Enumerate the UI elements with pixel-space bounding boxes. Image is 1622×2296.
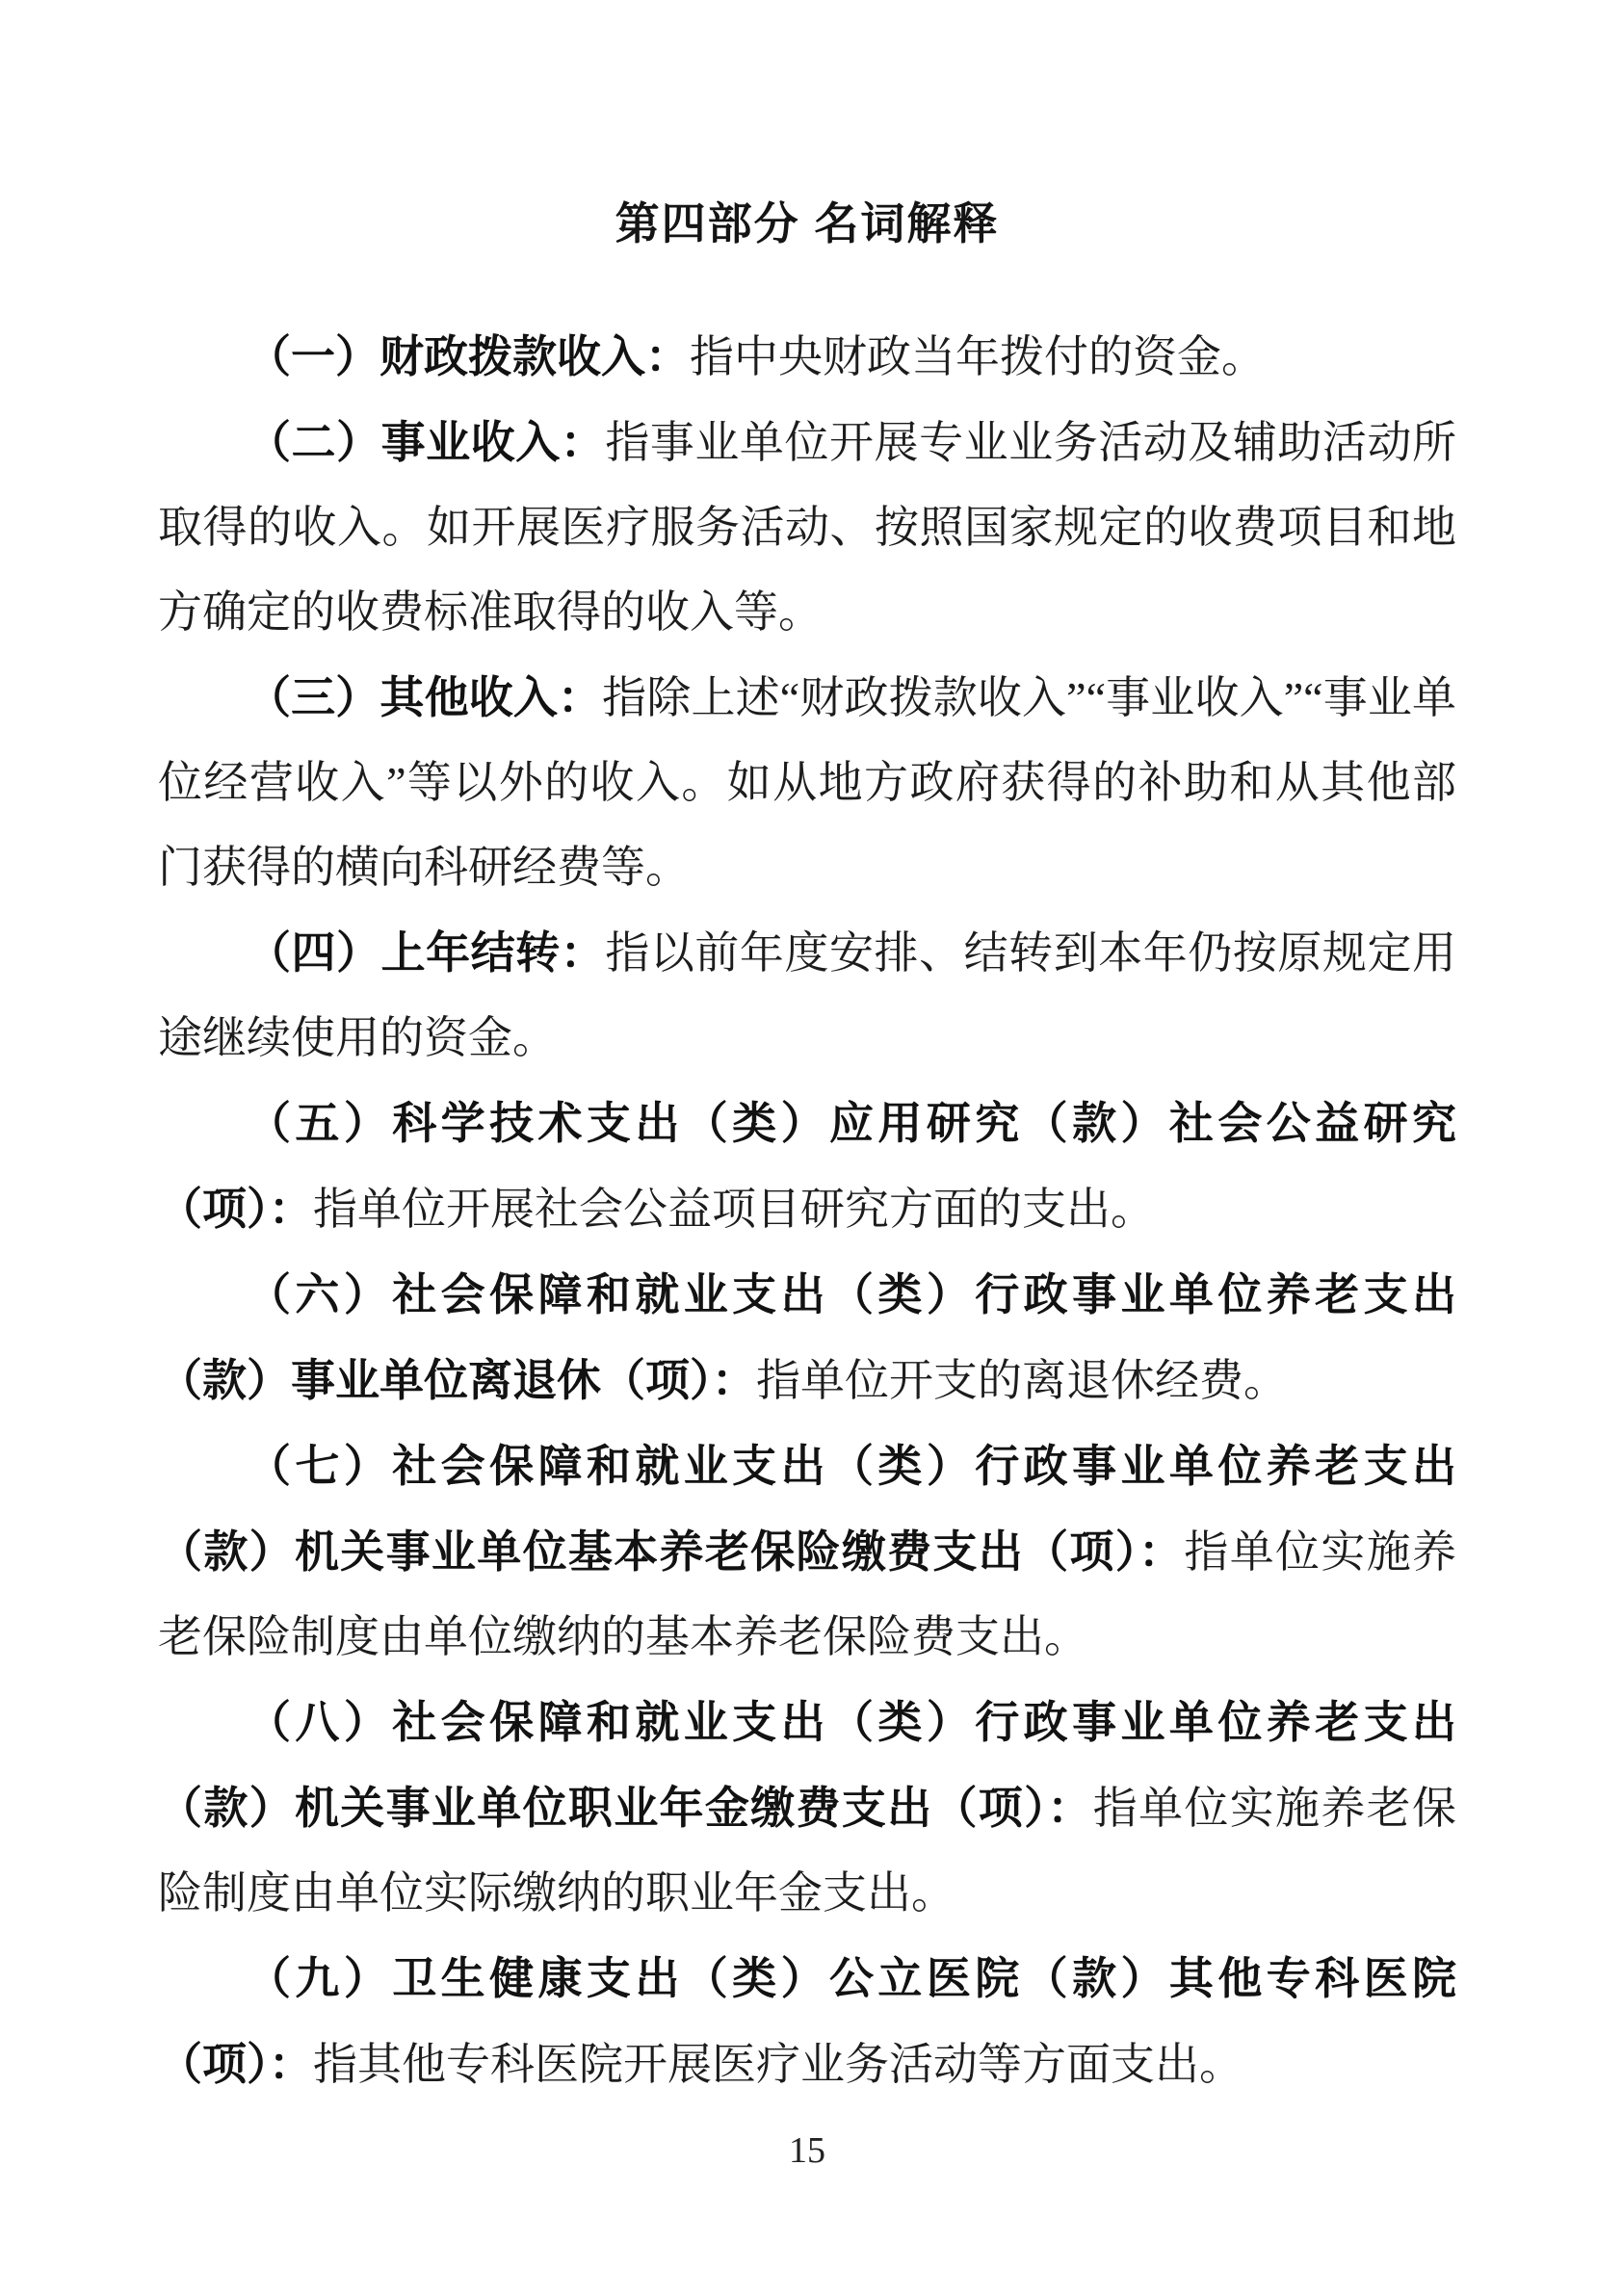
glossary-section bbox=[158, 314, 1456, 2107]
glossary-definition: 指中央财政当年拨付的资金。 bbox=[690, 332, 1266, 381]
glossary-term: （一）财政拨款收入： bbox=[247, 331, 690, 381]
glossary-entry bbox=[158, 314, 1456, 400]
glossary-entry bbox=[158, 1680, 1456, 1936]
glossary-definition: 指事业单位开展专业业务活动及辅助活动所取得的收入。如开展医疗服务活动、按照国家规定的收费项目和地方确定的收费标准取得的收入等。 bbox=[158, 418, 1457, 637]
glossary-term: （五）科学技术支出（类）应用研究（款）社会公益研究（项）： bbox=[158, 1098, 1456, 1234]
glossary-definition: 指以前年度安排、结转到本年仍按原规定用途继续使用的资金。 bbox=[158, 928, 1457, 1062]
section-title: 第四部分 名词解释 bbox=[615, 198, 1000, 248]
glossary-definition: 指单位实施养老保险制度由单位实际缴纳的职业年金支出。 bbox=[158, 1784, 1457, 1918]
glossary-term: （九）卫生健康支出（类）公立医院（款）其他专科医院（项）： bbox=[158, 1953, 1456, 2089]
glossary-definition: 指单位开支的离退休经费。 bbox=[756, 1356, 1288, 1405]
glossary-term: （二）事业收入： bbox=[247, 417, 606, 467]
glossary-term: （四）上年结转： bbox=[247, 927, 606, 978]
glossary-definition: 指单位实施养老保险制度由单位缴纳的基本养老保险费支出。 bbox=[158, 1527, 1457, 1661]
glossary-term: （三）其他收入： bbox=[247, 672, 603, 722]
glossary-entry bbox=[158, 1936, 1456, 2107]
glossary-entry bbox=[158, 1081, 1456, 1252]
glossary-definition: 指除上述“财政拨款收入”“事业收入”“事业单位经营收入”等以外的收入。如从地方政府获得的补助和从其他部门获得的横向科研经费等。 bbox=[158, 673, 1457, 892]
glossary-term: （七）社会保障和就业支出（类）行政事业单位养老支出（款）机关事业单位基本养老保险缴费支出（项）： bbox=[158, 1441, 1456, 1577]
glossary-entry bbox=[158, 910, 1456, 1081]
glossary-definition: 指单位开展社会公益项目研究方面的支出。 bbox=[313, 1185, 1155, 1234]
glossary-entry bbox=[158, 400, 1456, 655]
glossary-entry bbox=[158, 1252, 1456, 1423]
glossary-term: （八）社会保障和就业支出（类）行政事业单位养老支出（款）机关事业单位职业年金缴费支出（项）： bbox=[158, 1697, 1456, 1833]
glossary-definition: 指其他专科医院开展医疗业务活动等方面支出。 bbox=[313, 2040, 1243, 2089]
glossary-entry bbox=[158, 1423, 1456, 1680]
page-number: 15 bbox=[789, 2130, 825, 2171]
glossary-entry bbox=[158, 655, 1456, 910]
glossary-term: （六）社会保障和就业支出（类）行政事业单位养老支出（款）事业单位离退休（项）： bbox=[158, 1269, 1456, 1405]
